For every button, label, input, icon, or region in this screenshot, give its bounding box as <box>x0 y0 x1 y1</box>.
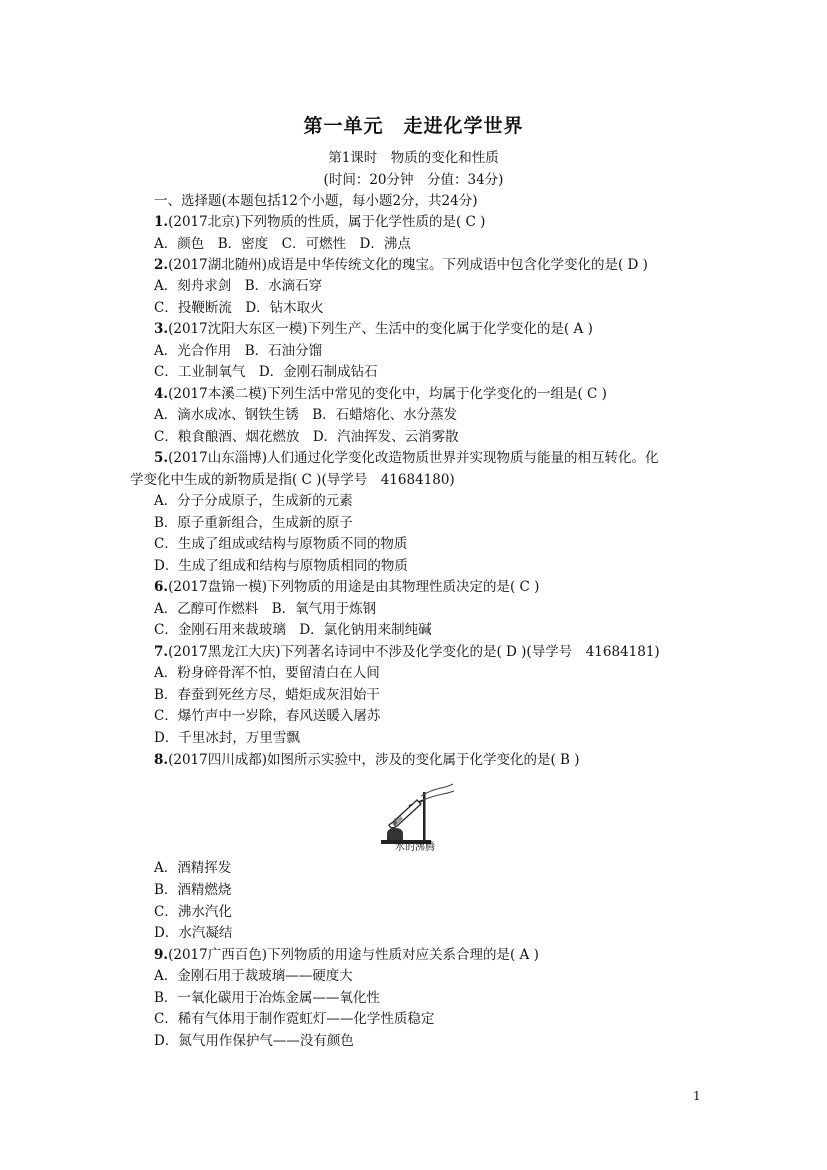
option-c: C．爆竹声中一岁除，春风送暖入屠苏 <box>154 708 381 724</box>
question-number: 2. <box>154 257 169 273</box>
question-1 <box>154 213 485 231</box>
question-number: 7. <box>154 644 169 660</box>
question-4-options-row-2: C．粮食酿酒、烟花燃放 D．汽油挥发、云消雾散 <box>154 429 459 445</box>
option-a: A．酒精挥发 <box>154 860 232 876</box>
option-b: B．春蚕到死丝方尽，蜡炬成灰泪始干 <box>154 687 380 703</box>
option-b: B．原子重新组合，生成新的原子 <box>154 515 353 531</box>
question-number: 6. <box>154 579 169 595</box>
question-5 <box>154 449 658 467</box>
figure-caption: 水的沸腾 <box>395 842 435 853</box>
option-a: A．金刚石用于裁玻璃——硬度大 <box>154 968 353 984</box>
section-heading: 一、选择题(本题包括12个小题，每小题2分，共24分) <box>154 193 478 209</box>
question-stem: (2017黑龙江大庆)下列著名诗词中不涉及化学变化的是( D )(导学号 41684181) <box>168 644 660 660</box>
option-c: C．生成了组成或结构与原物质不同的物质 <box>154 536 408 552</box>
option-a: A．分子分成原子，生成新的元素 <box>154 493 353 509</box>
option-d: D．生成了组成和结构与原物质相同的物质 <box>154 558 408 574</box>
question-2 <box>154 256 648 274</box>
question-2-options-row-1: A．刻舟求剑 B．水滴石穿 <box>154 278 323 294</box>
question-stem: (2017四川成都)如图所示实验中，涉及的变化属于化学变化的是( B ) <box>168 752 580 768</box>
option-c: C．稀有气体用于制作霓虹灯——化学性质稳定 <box>154 1011 435 1027</box>
question-stem: (2017沈阳大东区一模)下列生产、生活中的变化属于化学变化的是( A ) <box>168 321 593 337</box>
question-stem: (2017北京)下列物质的性质，属于化学性质的是( C ) <box>168 214 486 230</box>
question-4 <box>154 385 607 403</box>
option-d: D．千里冰封，万里雪飘 <box>154 730 300 746</box>
question-6-options-row-1: A．乙醇可作燃料 B．氧气用于炼钢 <box>154 601 377 617</box>
question-number: 8. <box>154 752 169 768</box>
unit-title: 第一单元 走进化学世界 <box>303 115 524 137</box>
question-stem: (2017广西百色)下列物质的用途与性质对应关系合理的是( A ) <box>168 947 539 963</box>
question-7 <box>154 643 660 661</box>
question-6 <box>154 578 539 596</box>
time-score-info: (时间：20分钟 分值：34分) <box>323 172 504 188</box>
question-4-options-row-1: A．滴水成冰、钢铁生锈 B．石蜡熔化、水分蒸发 <box>154 407 458 423</box>
option-b: B．酒精燃烧 <box>154 882 232 898</box>
question-stem: (2017湖北随州)成语是中华传统文化的瑰宝。下列成语中包含化学变化的是( D ) <box>168 257 648 273</box>
question-2-options-row-2: C．投鞭断流 D．钻木取火 <box>154 300 324 316</box>
question-8 <box>154 751 580 769</box>
question-9 <box>154 946 539 964</box>
question-stem: (2017盘锦一模)下列物质的用途是由其物理性质决定的是( C ) <box>168 579 540 595</box>
question-stem: (2017本溪二模)下列生活中常见的变化中，均属于化学变化的一组是( C ) <box>168 386 607 402</box>
option-a: A．粉身碎骨浑不怕，要留清白在人间 <box>154 665 380 681</box>
option-c: C．沸水汽化 <box>154 904 232 920</box>
question-number: 1. <box>154 214 169 230</box>
option-b: B．一氧化碳用于冶炼金属——氧化性 <box>154 990 380 1006</box>
question-3-options-row-1: A．光合作用 B．石油分馏 <box>154 343 323 359</box>
lesson-subtitle: 第1课时 物质的变化和性质 <box>328 150 499 166</box>
question-5-stem-continued: 学变化中生成的新物质是指( C )(导学号 41684180) <box>130 472 455 488</box>
question-stem: (2017山东淄博)人们通过化学变化改造物质世界并实现物质与能量的相互转化。化 <box>168 450 659 466</box>
question-number: 3. <box>154 321 169 337</box>
question-3-options-row-2: C．工业制氧气 D．金刚石制成钻石 <box>154 364 378 380</box>
question-3 <box>154 320 593 338</box>
question-1-options: A．颜色 B．密度 C．可燃性 D．沸点 <box>154 236 411 252</box>
option-d: D．水汽凝结 <box>154 925 233 941</box>
option-d: D．氮气用作保护气——没有颜色 <box>154 1033 354 1049</box>
question-number: 5. <box>154 450 169 466</box>
question-6-options-row-2: C．金刚石用来裁玻璃 D．氯化钠用来制纯碱 <box>154 622 432 638</box>
vapor-line <box>421 784 453 796</box>
question-number: 9. <box>154 947 169 963</box>
page-number: 1 <box>693 1089 701 1103</box>
question-number: 4. <box>154 386 169 402</box>
